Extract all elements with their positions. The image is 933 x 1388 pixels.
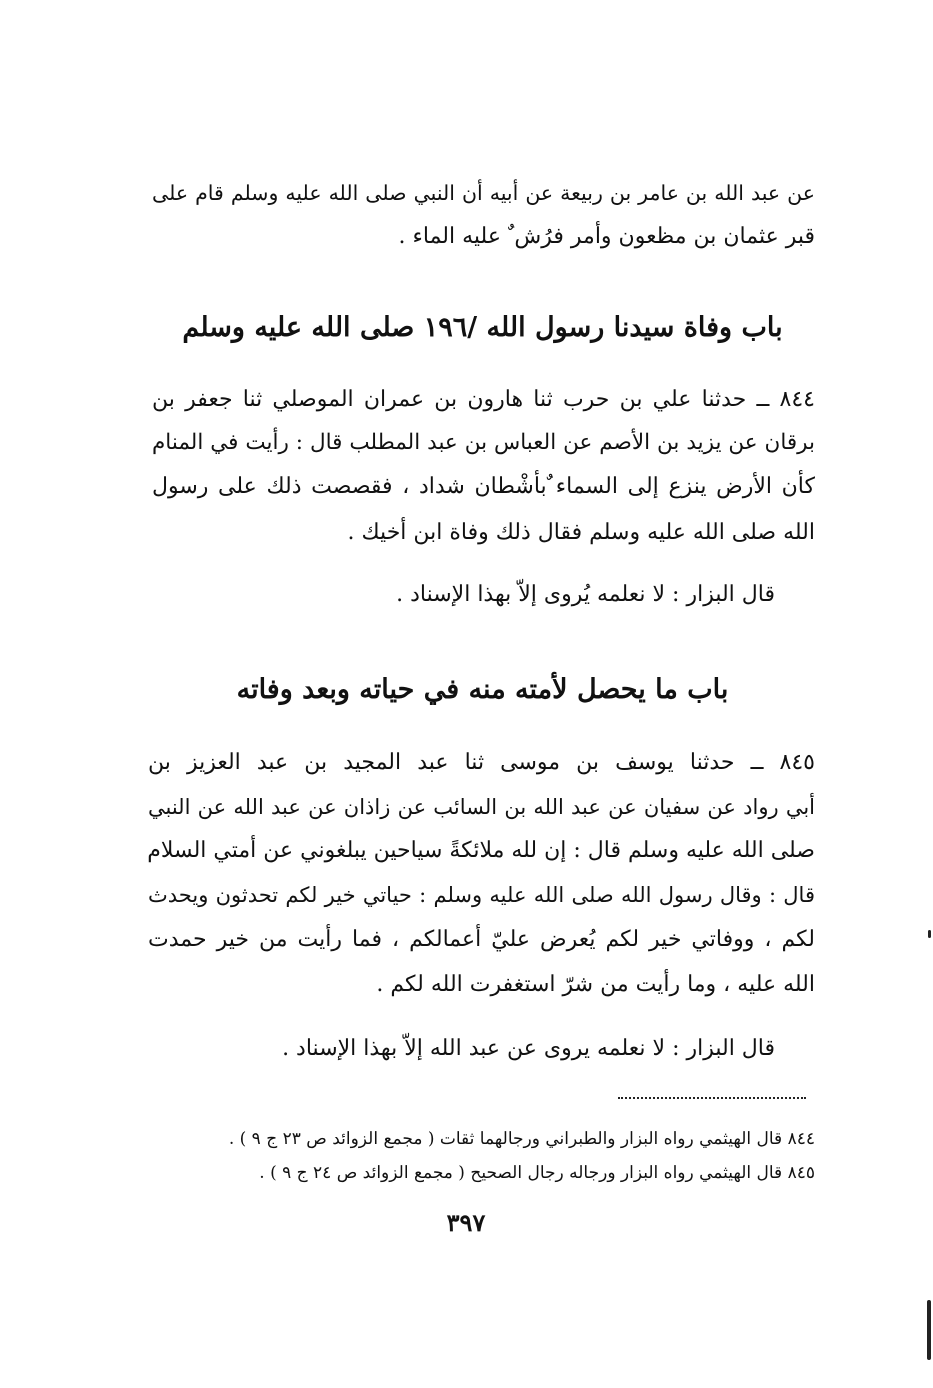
hadith-line: صلى الله عليه وسلم قال : إن لله ملائكةً سياحين يبلغوني عن أمتي السلام <box>147 838 815 863</box>
scan-speck <box>928 930 931 938</box>
hadith-line: قال : وقال رسول الله صلى الله عليه وسلم : حياتي خير لكم تحدثون ويحدث <box>148 883 815 907</box>
hadith-line: ٨٤٤ ــ حدثنا علي بن حرب ثنا هارون بن عمران الموصلي ثنا جعفر بن <box>152 387 815 412</box>
narrator-comment: قال البزار : لا نعلمه يروى عن عبد الله إلاّ بهذا الإسناد . <box>282 1036 775 1061</box>
intro-line: عن عبد الله بن عامر بن ربيعة عن أبيه أن النبي صلى الله عليه وسلم قام على <box>152 181 815 205</box>
hadith-line: برقان عن يزيد بن الأصم عن العباس بن عبد المطلب قال : رأيت في المنام <box>152 430 815 455</box>
footnote: ٨٤٤ قال الهيثمي رواه البزار والطبراني ورجالهما ثقات ( مجمع الزوائد ص ٢٣ ج ٩ ) . <box>228 1129 815 1149</box>
section-heading: باب ما يحصل لأمته منه في حياته وبعد وفاته <box>236 674 729 705</box>
intro-line: قبر عثمان بن مظعون وأمر فرُش ٌ عليه الماء . <box>398 224 815 249</box>
page-number: ٣٩٧ <box>446 1208 486 1237</box>
hadith-line: الله عليه ، وما رأيت من شرّ استغفرت الله لكم . <box>376 972 815 997</box>
hadith-line: الله صلى الله عليه وسلم فقال ذلك وفاة ابن أخيك . <box>347 520 815 545</box>
footnote-separator <box>618 1097 806 1099</box>
narrator-comment: قال البزار : لا نعلمه يُروى إلاّ بهذا الإسناد . <box>396 582 775 607</box>
hadith-line: أبي رواد عن سفيان عن عبد الله بن السائب عن زاذان عن عبد الله عن النبي <box>148 795 815 819</box>
scan-speck <box>927 1300 931 1360</box>
hadith-line: ٨٤٥ ــ حدثنا يوسف بن موسى ثنا عبد المجيد بن عبد العزيز بن <box>148 750 815 775</box>
hadith-line: كأن الأرض ينزع إلى السماء ٌبأشْطان شداد ، فقصصت ذلك على رسول <box>152 474 815 499</box>
section-heading: باب وفاة سيدنا رسول الله /١٩٦ صلى الله عليه وسلم <box>182 312 783 343</box>
hadith-line: لكم ، ووفاتي خير لكم يُعرض عليّ أعمالكم ، فما رأيت من خير حمدت <box>148 927 815 952</box>
footnote: ٨٤٥ قال الهيثمي رواه البزار ورجاله رجال الصحيح ( مجمع الزوائد ص ٢٤ ج ٩ ) . <box>259 1163 815 1183</box>
